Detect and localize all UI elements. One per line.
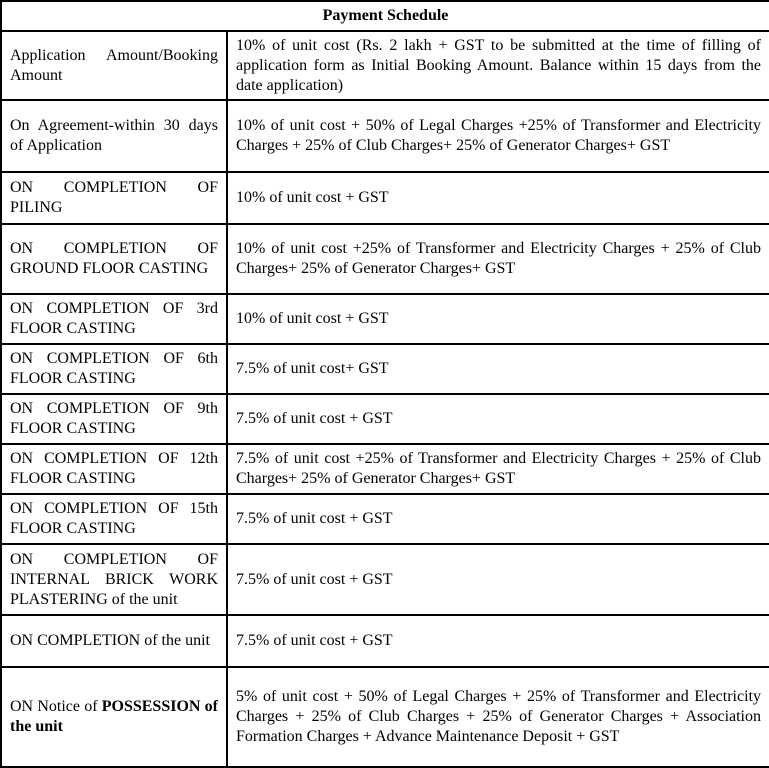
amount-cell: 10% of unit cost + 50% of Legal Charges +25% of Transformer and Electricity Charges + 25% of Club Charges+ 25% of Generator Charges+ GST <box>227 100 769 172</box>
stage-cell: ON COMPLETION OF 6th FLOOR CASTING <box>1 344 227 394</box>
table-row <box>1 444 769 494</box>
table-row <box>1 494 769 544</box>
stage-cell <box>1 667 227 767</box>
stage-prefix: ON Notice of <box>10 698 102 715</box>
table-row <box>1 544 769 615</box>
table-row <box>1 31 769 100</box>
table-row <box>1 344 769 394</box>
table-title: Payment Schedule <box>1 1 769 31</box>
table-row <box>1 100 769 172</box>
amount-cell: 7.5% of unit cost + GST <box>227 544 769 615</box>
amount-cell: 7.5% of unit cost + GST <box>227 494 769 544</box>
stage-cell: ON COMPLETION OF 15th FLOOR CASTING <box>1 494 227 544</box>
amount-cell: 10% of unit cost +25% of Transformer and Electricity Charges + 25% of Club Charges+ 25% of Generator Charges+ GST <box>227 224 769 294</box>
stage-cell: ON COMPLETION OF 9th FLOOR CASTING <box>1 394 227 444</box>
amount-cell: 10% of unit cost + GST <box>227 294 769 344</box>
table-row <box>1 667 769 767</box>
header-row <box>1 1 769 31</box>
amount-cell: 5% of unit cost + 50% of Legal Charges + 25% of Transformer and Electricity Charges + 25% of Club Charges + 25% of Generator Charges + Association Formation Charges + Advance Maintenance Deposit + GST <box>227 667 769 767</box>
stage-emphasis: POSSESSION of the unit <box>10 698 218 735</box>
amount-cell: 7.5% of unit cost+ GST <box>227 344 769 394</box>
table-row <box>1 294 769 344</box>
table-row <box>1 172 769 224</box>
stage-cell: ON COMPLETION OF 3rd FLOOR CASTING <box>1 294 227 344</box>
amount-cell: 10% of unit cost (Rs. 2 lakh + GST to be submitted at the time of filling of application form as Initial Booking Amount. Balance within 15 days from the date application) <box>227 31 769 100</box>
table-row <box>1 224 769 294</box>
amount-cell: 7.5% of unit cost + GST <box>227 615 769 667</box>
stage-cell: On Agreement-within 30 days of Application <box>1 100 227 172</box>
table-row <box>1 615 769 667</box>
stage-cell: ON COMPLETION OF GROUND FLOOR CASTING <box>1 224 227 294</box>
amount-cell: 7.5% of unit cost +25% of Transformer and Electricity Charges + 25% of Club Charges+ 25% of Generator Charges+ GST <box>227 444 769 494</box>
amount-cell: 10% of unit cost + GST <box>227 172 769 224</box>
table-row <box>1 394 769 444</box>
amount-cell: 7.5% of unit cost + GST <box>227 394 769 444</box>
stage-cell: ON COMPLETION of the unit <box>1 615 227 667</box>
stage-cell: Application Amount/Booking Amount <box>1 31 227 100</box>
stage-cell: ON COMPLETION OF 12th FLOOR CASTING <box>1 444 227 494</box>
stage-cell: ON COMPLETION OF INTERNAL BRICK WORK PLASTERING of the unit <box>1 544 227 615</box>
stage-cell: ON COMPLETION OF PILING <box>1 172 227 224</box>
